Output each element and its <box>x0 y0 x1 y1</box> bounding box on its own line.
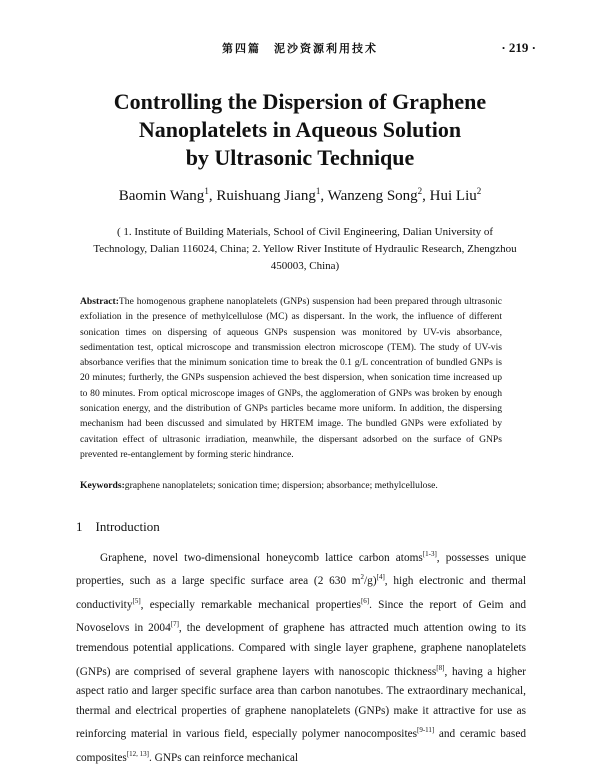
section-heading: 1 Introduction <box>76 519 160 534</box>
citation: 2 <box>360 573 365 582</box>
title-line: Nanoplatelets in Aqueous Solution <box>138 117 462 142</box>
author-affil-mark: 2 <box>417 186 423 196</box>
author-name: Hui Liu <box>429 188 477 204</box>
body-text: and ceramic based composites <box>76 728 526 764</box>
running-header <box>0 40 600 58</box>
author-affil-mark: 1 <box>315 186 321 196</box>
body-text: , especially remarkable mechanical properties <box>140 598 361 611</box>
keywords <box>80 478 502 493</box>
author-affil-mark: 2 <box>476 186 482 196</box>
citation: [9-11] <box>417 726 435 735</box>
keywords-label: Keywords: <box>80 480 125 491</box>
body-text: , high electronic and thermal conductivity <box>76 575 526 611</box>
abstract-label: Abstract: <box>80 296 119 307</box>
author-separator: , <box>422 188 430 204</box>
body-text: , possesses unique properties, such as a large specific surface area (2 630 m <box>76 551 526 588</box>
intro-paragraph <box>76 545 526 768</box>
affiliations: ( 1. Institute of Building Materials, School of Civil Engineering, Dalian University of Technology, Dalian 116024, China; 2. Yellow River Institute of Hydraulic Research, Zhengzhou 450003, China) <box>93 226 517 272</box>
citation: [8] <box>436 663 445 672</box>
paper-title <box>0 88 600 172</box>
body-text: , the development of graphene has attracted much attention owing to its tremendous potential applications. Compared with single layer graphene, graphene nanoplatelets (GNPs) are comprised of several graphene layers with nanoscopic thickness <box>76 622 526 678</box>
abstract <box>80 294 502 462</box>
author-separator: , <box>320 188 328 204</box>
keywords-text: graphene nanoplatelets; sonication time; dispersion; absorbance; methylcellulose. <box>124 480 438 491</box>
citation: [12, 13] <box>126 749 150 758</box>
body-text: . GNPs can reinforce mechanical <box>149 751 299 764</box>
body-text: /g) <box>364 575 377 588</box>
citation: [4] <box>376 573 385 582</box>
author-separator: , <box>208 188 217 204</box>
author-list <box>0 186 600 205</box>
body-text: . Since the report of Geim and Novoselovs in 2004 <box>76 598 526 635</box>
author-name: Wanzeng Song <box>327 188 418 204</box>
title-line: Controlling the Dispersion of Graphene <box>113 89 487 114</box>
citation: [1-3] <box>422 550 437 558</box>
introduction-body <box>76 545 526 768</box>
author-name: Baomin Wang <box>118 188 205 204</box>
page-number: · 219 · <box>501 40 536 55</box>
author-affil-mark: 1 <box>204 186 209 196</box>
author-name: Ruishuang Jiang <box>216 188 316 204</box>
citation: [6] <box>360 596 370 605</box>
chapter-title: 第四篇 泥沙资源利用技术 <box>222 42 378 55</box>
citation: [7] <box>170 620 179 629</box>
citation: [5] <box>132 596 141 605</box>
body-text: , having a higher aspect ratio and larger specific surface area than carbon nanotubes. The extraordinary mechanical, thermal and electrical properties of graphene nanoplatelets (GNPs) make it attractive for use as reinforcing material in various field, especially polymer nanocomposites <box>76 665 526 741</box>
title-line: by Ultrasonic Technique <box>185 145 415 170</box>
abstract-text: The homogenous graphene nanoplatelets (GNPs) suspension had been prepared through ultrasonic exfoliation in the presence of methylcellulose (MC) as dispersant. In the work, the influence of different sonication times on dispersing of aqueous GNPs suspension was monitored by UV-vis absorbance, sedimentation test, optical microscope and transmission electron microscope (TEM). The study of UV-vis absorbance verifies that the minimum sonication time to break the 0.1 g/L concentration of bundled GNPs is 20 minutes; furtherly, the GNPs suspension achieved the best dispersion, when sonication time increased up to 80 minutes. From optical microscope images of GNPs, the agglomeration of GNPs was broken by enough sonication energy, and the distribution of GNPs particles became more uniform. In addition, the dispersing mechanism had been discussed and simulated by HRTEM image. The bundled GNPs were exfoliated by cavitation effect of ultrasonic irradiation, meanwhile, the dispersant adsorbed on the surface of GNPs prevented re-entanglement by forming steric hindrance. <box>80 296 502 460</box>
body-text: Graphene, novel two-dimensional honeycomb lattice carbon atoms <box>100 551 423 564</box>
